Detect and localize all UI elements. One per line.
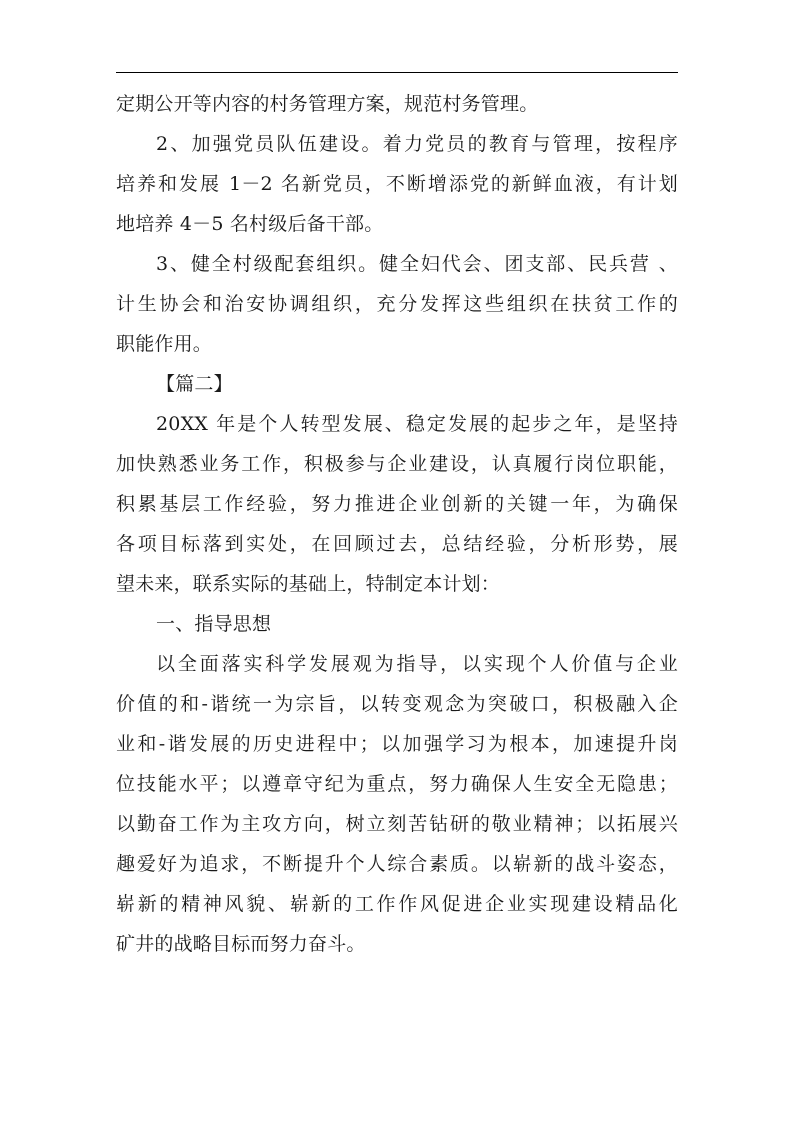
text-line: 业和-谐发展的历史进程中；以加强学习为根本，加速提升岗 [116, 733, 678, 755]
text-line: 以全面落实科学发展观为指导，以实现个人价值与企业 [156, 653, 678, 675]
text-line: 地培养 4－5 名村级后备干部。 [116, 213, 384, 235]
section-heading-text: 【篇二】 [156, 373, 233, 395]
text-line: 3、健全村级配套组织。健全妇代会、团支部、民兵营 、 [156, 253, 678, 275]
text-line: 崭新的精神风貌、崭新的工作作风促进企业实现建设精品化 [116, 893, 678, 915]
section-heading [116, 364, 678, 404]
paragraph [116, 244, 678, 364]
document-body [116, 84, 678, 964]
text-line: 各项目标落到实处，在回顾过去，总结经验，分析形势，展 [116, 533, 678, 555]
paragraph [116, 404, 678, 604]
text-line: 积累基层工作经验，努力推进企业创新的关键一年，为确保 [116, 493, 678, 515]
text-line: 计生协会和治安协调组织，充分发挥这些组织在扶贫工作的 [116, 293, 678, 315]
text-line: 加快熟悉业务工作，积极参与企业建设，认真履行岗位职能， [116, 453, 678, 475]
text-line: 价值的和-谐统一为宗旨，以转变观念为突破口，积极融入企 [116, 693, 678, 715]
header-rule [116, 72, 678, 73]
text-line: 定期公开等内容的村务管理方案，规范村务管理。 [116, 93, 539, 115]
text-line: 以勤奋工作为主攻方向，树立刻苦钻研的敬业精神；以拓展兴 [116, 813, 678, 835]
text-line: 20XX 年是个人转型发展、稳定发展的起步之年，是坚持 [156, 413, 678, 435]
text-line: 2、加强党员队伍建设。着力党员的教育与管理，按程序 [156, 133, 678, 155]
text-line: 趣爱好为追求，不断提升个人综合素质。以崭新的战斗姿态， [116, 853, 678, 875]
subsection-heading-text: 一、指导思想 [156, 613, 272, 635]
subsection-heading [116, 604, 678, 644]
text-line: 望未来，联系实际的基础上，特制定本计划： [116, 573, 501, 595]
text-line: 矿井的战略目标而努力奋斗。 [116, 933, 366, 955]
paragraph [116, 124, 678, 244]
paragraph [116, 644, 678, 964]
text-line: 位技能水平；以遵章守纪为重点，努力确保人生安全无隐患； [116, 773, 678, 795]
paragraph [116, 84, 678, 124]
text-line: 培养和发展 1－2 名新党员，不断增添党的新鲜血液，有计划 [116, 173, 678, 195]
text-line: 职能作用。 [116, 333, 213, 355]
